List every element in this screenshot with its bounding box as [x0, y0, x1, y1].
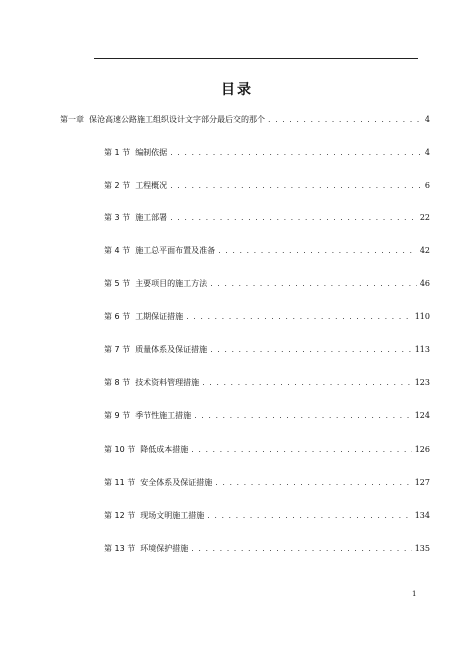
section-title: 质量体系及保证措施	[135, 345, 208, 354]
toc-section-entry[interactable]	[104, 278, 430, 290]
toc-section-entry[interactable]	[104, 543, 430, 555]
chapter-title: 保沧高速公路施工组织设计文字部分最后交的那个	[89, 115, 265, 124]
section-number: 第 6 节	[104, 312, 131, 321]
section-title: 施工总平面布置及准备	[135, 246, 216, 255]
section-number: 第 4 节	[104, 246, 131, 255]
section-page-number: 42	[419, 246, 430, 255]
toc-section-entry[interactable]	[104, 212, 430, 224]
chapter-number: 第一章	[60, 115, 84, 124]
section-title: 现场文明施工措施	[140, 511, 205, 520]
chapter-page-number: 4	[424, 115, 430, 124]
section-page-number: 127	[414, 478, 430, 487]
toc-section-entry[interactable]	[104, 377, 430, 389]
section-title: 编制依据	[135, 148, 168, 157]
dot-leader	[207, 510, 411, 522]
section-page-number: 123	[414, 378, 430, 387]
section-page-number: 134	[414, 511, 430, 520]
section-page-number: 135	[414, 544, 430, 553]
section-number: 第 2 节	[104, 181, 131, 190]
section-title: 施工部署	[135, 213, 168, 222]
section-title: 主要项目的施工方法	[135, 279, 208, 288]
section-title: 技术资料管理措施	[135, 378, 200, 387]
toc-section-entry[interactable]	[104, 147, 430, 159]
section-page-number: 113	[414, 345, 430, 354]
dot-leader	[202, 377, 412, 389]
section-number: 第 11 节	[104, 478, 136, 487]
toc-section-entry[interactable]	[104, 477, 430, 489]
section-page-number: 46	[419, 279, 430, 288]
dot-leader	[268, 114, 422, 126]
section-title: 工期保证措施	[135, 312, 184, 321]
dot-leader	[191, 543, 411, 555]
dot-leader	[170, 212, 417, 224]
dot-leader	[210, 344, 412, 356]
section-number: 第 10 节	[104, 445, 136, 454]
section-title: 降低成本措施	[140, 445, 189, 454]
dot-leader	[170, 147, 422, 159]
dot-leader	[218, 245, 417, 257]
section-title: 环境保护措施	[140, 544, 189, 553]
section-number: 第 1 节	[104, 148, 131, 157]
toc-section-entry[interactable]	[104, 410, 430, 422]
section-number: 第 8 节	[104, 378, 131, 387]
toc-section-entry[interactable]	[104, 245, 430, 257]
section-number: 第 9 节	[104, 411, 131, 420]
toc-section-entry[interactable]	[104, 180, 430, 192]
section-number: 第 12 节	[104, 511, 136, 520]
section-page-number: 4	[424, 148, 430, 157]
dot-leader	[186, 311, 412, 323]
section-title: 季节性施工措施	[135, 411, 192, 420]
section-number: 第 3 节	[104, 213, 131, 222]
dot-leader	[210, 278, 417, 290]
toc-section-entry[interactable]	[104, 510, 430, 522]
toc-title: 目录	[221, 82, 253, 98]
section-page-number: 6	[424, 181, 430, 190]
section-page-number: 124	[414, 411, 430, 420]
section-number: 第 13 节	[104, 544, 136, 553]
dot-leader	[194, 410, 412, 422]
section-number: 第 5 节	[104, 279, 131, 288]
section-page-number: 126	[414, 445, 430, 454]
section-title: 工程概况	[135, 181, 168, 190]
dot-leader	[170, 180, 422, 192]
page-number: 1	[412, 590, 417, 598]
section-number: 第 7 节	[104, 345, 131, 354]
toc-section-entry[interactable]	[104, 444, 430, 456]
toc-section-entry[interactable]	[104, 311, 430, 323]
section-title: 安全体系及保证措施	[140, 478, 213, 487]
section-page-number: 110	[414, 312, 430, 321]
dot-leader	[215, 477, 411, 489]
dot-leader	[191, 444, 411, 456]
toc-section-entry[interactable]	[104, 344, 430, 356]
section-page-number: 22	[419, 213, 430, 222]
toc-chapter-entry[interactable]	[60, 114, 430, 126]
header-rule	[94, 58, 418, 59]
